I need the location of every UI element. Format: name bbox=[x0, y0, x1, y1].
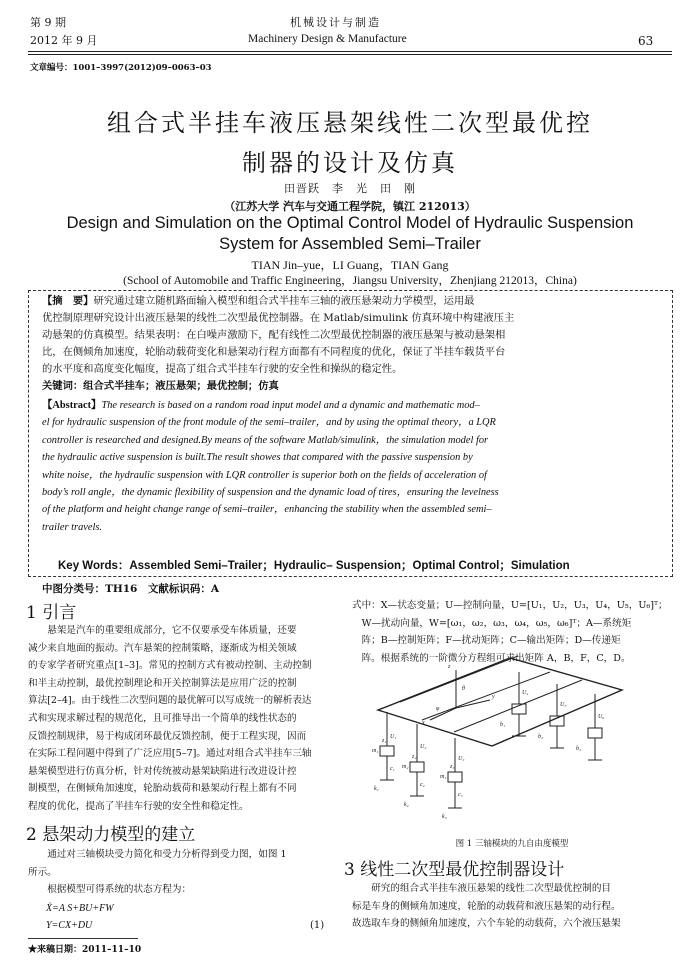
figure-label: z₁ bbox=[382, 738, 387, 744]
body-line: 悬架模型进行仿真分析，针对传统被动悬架缺陷进行改进设计控 bbox=[28, 765, 297, 777]
abstract-cn-line: 【摘 要】研究通过建立随机路面输入模型和组合式半挂车三轴的液压悬架动力学模型，运用最 bbox=[42, 295, 475, 307]
abstract-en-line: the hydraulic active suspension is built.The result showes that compared with the passive suspension by bbox=[42, 452, 473, 464]
body-line: 通过对三轴模块受力简化和受力分析得到受力图，如图 1 bbox=[47, 849, 287, 860]
affiliation-en: (School of Automobile and Traffic Engineering，Jiangsu University，Zhenjiang 212013，China) bbox=[123, 275, 577, 287]
title-en-line1: Design and Simulation on the Optimal Control Model of Hydraulic Suspension bbox=[66, 214, 634, 232]
body-line: 研究的组合式半挂车液压悬架的线性二次型最优控制的目 bbox=[371, 883, 612, 894]
abstract-en-line: controller is researched and designed.By means of the software Matlab/simulink，the simulation model for bbox=[42, 434, 489, 446]
article-id: 文章编号：1001–3997(2012)09–0063–03 bbox=[30, 63, 212, 73]
body-line: 悬架是汽车的重要组成部分，它不仅要承受车体质量，还要 bbox=[47, 625, 297, 636]
abstract-cn-line: 优控制原理研究设计出液压悬架的线性二次型最优控制器。在 Matlab/simulink 仿真环境中构建液压主 bbox=[42, 312, 515, 324]
issue-number: 第 9 期 bbox=[30, 16, 66, 29]
body-line: 阵；B—控制矩阵；F—扰动矩阵；C—输出矩阵；D—传递矩 bbox=[361, 635, 621, 647]
equation-line2: Y=CX+DU bbox=[46, 920, 93, 931]
journal-name-en: Machinery Design & Manufacture bbox=[248, 33, 407, 45]
journal-name-cn: 机械设计与制造 bbox=[290, 16, 381, 29]
figure-label: m₃ bbox=[440, 774, 447, 780]
keywords-en: Key Words：Assembled Semi–Trailer；Hydraulic– Suspension；Optimal Control；Simulation bbox=[58, 560, 570, 572]
received-date: ★来稿日期：2011–11–10 bbox=[28, 945, 142, 955]
abstract-en-line: of the platform and height change range of semi–trailer，enhancing the stability when the assembled semi– bbox=[42, 504, 492, 516]
body-line: 故选取车身的侧倾角加速度，六个车轮的动载荷，六个液压悬架 bbox=[352, 918, 621, 930]
figure-label: b₃ bbox=[576, 746, 582, 752]
authors-cn: 田晋跃 李 光 田 刚 bbox=[284, 182, 416, 195]
x-axis bbox=[430, 708, 456, 720]
body-line: 式和实现求解过程的规范化，且可推导出一个简单的线性状态的 bbox=[28, 712, 297, 724]
abstract-en-label: 【Abstract】 bbox=[42, 400, 102, 411]
figure-label: c₁ bbox=[390, 766, 395, 772]
body-line: 所示。 bbox=[28, 866, 57, 878]
abstract-cn-line: 的水平度和高度变化幅度，提高了组合式半挂车行驶的安全性和操纵的稳定性。 bbox=[42, 363, 403, 375]
body-line: W—扰动向量，W=[ω₁，ω₂，ω₃，ω₄，ω₅，ω₆]ᵀ；A—系统矩 bbox=[361, 617, 632, 629]
body-line: 阵。根据系统的一阶微分方程组可求出矩阵 A，B，F，C，D。 bbox=[361, 652, 631, 664]
figure-label: z bbox=[448, 664, 451, 670]
abstract-en-line: white noise，the hydraulic suspension with LQR controller is superior both on the fields of acceleration of bbox=[42, 469, 487, 481]
classification: 中图分类号：TH16 文献标识码：A bbox=[42, 583, 219, 595]
authors-en: TIAN Jin–yue，LI Guang，TIAN Gang bbox=[251, 258, 449, 272]
figure-label: y bbox=[492, 694, 495, 700]
section3-body bbox=[352, 880, 674, 933]
title-en-line2: System for Assembled Semi–Trailer bbox=[219, 235, 481, 253]
body-line: 反馈控制规律，易于构成闭环最优反馈控制，便于工程实现，因而 bbox=[28, 730, 307, 742]
section2-heading: 2 悬架动力模型的建立 bbox=[26, 825, 196, 845]
frame-inner-line bbox=[422, 672, 550, 720]
header-rule-thin bbox=[28, 54, 672, 55]
figure-label: c₂ bbox=[420, 782, 425, 788]
figure-label: U₆ bbox=[598, 714, 605, 720]
body-line: 程度的优化，提高了半挂车行驶的安全性和稳定性。 bbox=[28, 800, 249, 812]
figure-label: b₂ bbox=[538, 734, 544, 740]
abstract-cn-line: 比，在侧倾角加速度，轮胎动载荷变化和悬架动行程方面都有不同程度的优化，保证了半挂车载货平台 bbox=[42, 346, 506, 358]
figure-label: m₂ bbox=[402, 764, 409, 770]
section1-heading: 1 引言 bbox=[26, 603, 77, 623]
abstract-en-line: body’s roll angle，the dynamic flexibility of suspension and the dynamic load of tires，ensuring the levelness bbox=[42, 487, 499, 499]
body-line: 和半主动控制，最优控制理论和开关控制算法是应用广泛的控制 bbox=[28, 677, 297, 689]
abstract-en-line: el for hydraulic suspension of the front module of the semi–trailer，and by using the optimal theory，a LQR bbox=[42, 417, 496, 429]
figure-1-caption: 图 1 三轴模块的九自由度模型 bbox=[455, 839, 569, 849]
abstract-en-line: trailer travels. bbox=[42, 521, 103, 533]
equation-number: (1) bbox=[310, 920, 325, 931]
equation-line1: Ẋ=A S+BU+FW bbox=[46, 903, 114, 914]
abstract-en bbox=[42, 397, 662, 536]
title-cn-line1: 组合式半挂车液压悬架线性二次型最优控 bbox=[107, 109, 593, 137]
body-line: 算法[2–4]。由于线性二次型问题的最优解可以写成统一的解析表达 bbox=[28, 695, 312, 707]
page-number: 63 bbox=[638, 34, 654, 48]
figure-label: c₃ bbox=[458, 792, 463, 798]
figure-label: U₅ bbox=[560, 702, 567, 708]
section1-body bbox=[28, 622, 334, 816]
frame-inner-line bbox=[400, 656, 518, 702]
abstract-cn-line: 动悬架的仿真模型。结果表明：在白噪声激励下，配有线性二次型最优控制器的液压悬架与被动悬架相 bbox=[42, 329, 506, 341]
body-line: 在实际工程问题中得到了广泛应用[5–7]。通过对组合式半挂车三轴 bbox=[28, 748, 312, 760]
figure-label: U₄ bbox=[522, 690, 529, 696]
title-cn-line2: 制器的设计及仿真 bbox=[242, 149, 458, 177]
affiliation-cn: （江苏大学 汽车与交通工程学院，镇江 212013） bbox=[224, 200, 476, 213]
figure-label: φ bbox=[436, 706, 440, 712]
body-line: 根据模型可得系统的状态方程为： bbox=[47, 884, 192, 896]
figure-label: k₂ bbox=[404, 802, 409, 808]
body-line: 的专家学者研究重点[1–3]。常见的控制方式有被动控制、主动控制 bbox=[28, 660, 312, 672]
section3-heading: 3 线性二次型最优控制器设计 bbox=[344, 860, 565, 880]
figure-label: U₂ bbox=[420, 744, 427, 750]
issue-date: 2012 年 9 月 bbox=[30, 34, 98, 47]
figure-label: x bbox=[422, 720, 425, 726]
figure-1-nine-dof-model bbox=[360, 650, 638, 828]
figure-label: U₁ bbox=[390, 734, 397, 740]
figure-label: z₂ bbox=[412, 754, 417, 760]
figure-label: m₁ bbox=[372, 748, 379, 754]
figure-label: b₁ bbox=[500, 722, 506, 728]
keywords-cn: 关键词：组合式半挂车；液压悬架；最优控制；仿真 bbox=[42, 380, 279, 392]
figure-label: U₃ bbox=[458, 756, 465, 762]
abstract-cn-label: 【摘 要】 bbox=[42, 295, 94, 307]
body-line: 减少来自地面的振动。汽车悬架的控制策略，逐渐成为相关领域 bbox=[28, 642, 297, 654]
figure-label: θ bbox=[462, 686, 465, 692]
footnote-rule bbox=[28, 938, 138, 939]
platform-frame bbox=[378, 658, 622, 746]
body-line: 式中：X—状态变量；U—控制向量，U=[U₁，U₂，U₃，U₄，U₅，U₆]ᵀ； bbox=[352, 600, 668, 611]
body-line: 制模型，在侧倾角加速度，轮胎动载荷和悬架动行程上都有不同 bbox=[28, 783, 297, 795]
figure-label: z₃ bbox=[450, 764, 455, 770]
body-line: 标是车身的侧倾角加速度，轮胎的动载荷和液压悬架的动行程。 bbox=[352, 900, 621, 912]
figure-label: k₃ bbox=[442, 814, 447, 820]
header-rule bbox=[28, 51, 672, 52]
abstract-cn bbox=[42, 293, 662, 395]
abstract-en-line: 【Abstract】The research is based on a random road input model and a dynamic and mathematic mod– bbox=[42, 400, 480, 411]
section2-body bbox=[28, 846, 334, 899]
suspension-units bbox=[380, 672, 605, 808]
figure-label: k₁ bbox=[374, 786, 379, 792]
